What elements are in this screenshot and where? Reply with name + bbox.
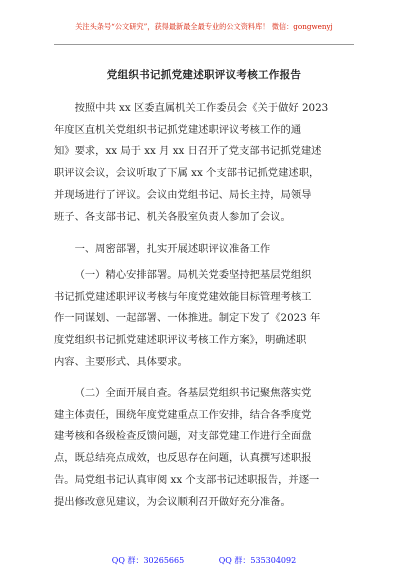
paragraph-deployment — [54, 265, 354, 374]
header-banner — [0, 22, 408, 32]
text-line: 告。局党组书记认真审阅 xx 个支部书记述职报告，并逐一 — [54, 473, 320, 486]
paragraph-self-inspection — [54, 383, 354, 513]
text-line: 知》要求，xx 局于 xx 月 xx 日召开了党支部书记抓党建述 — [54, 145, 322, 158]
text-line: 内容、主要形式、具体要求。 — [54, 355, 188, 368]
text-line: 作一同谋划、一起部署、一体推进。制定下发了《2023 年 — [54, 312, 321, 325]
text-line: 职评议会议，会议听取了下属 xx 个支部书记抓党建述职， — [54, 167, 320, 180]
text-line: 并现场进行了评议。会议由党组书记、局长主持，局领导 — [54, 188, 312, 201]
section-heading-1 — [54, 239, 354, 261]
text-line: 建考核和各级检查反馈问题，对支部党建工作进行全面盘 — [54, 430, 312, 443]
footer-qq-group-1: QQ 群：30265665 — [111, 556, 185, 565]
text-line: 年度区直机关党组织书记抓党建述职评议考核工作的通 — [54, 123, 302, 136]
text-line: 班子、各支部书记、机关各股室负责人参加了会议。 — [54, 210, 291, 223]
paragraph-intro — [54, 98, 354, 228]
header-divider — [54, 44, 354, 45]
footer-qq-group-2: QQ 群：535304092 — [218, 556, 297, 565]
text-line: 按照中共 xx 区委直属机关工作委员会《关于做好 2023 — [74, 102, 329, 114]
footer-contact — [0, 555, 408, 567]
text-line: （二）全面开展自查。各基层党组织书记聚焦落实党 — [74, 387, 312, 399]
text-line: （一）精心安排部署。局机关党委坚持把基层党组织 — [74, 269, 312, 281]
document-title: 党组织书记抓党建述职评议考核工作报告 — [106, 69, 302, 81]
text-line: 提出修改意见建议，为会议顺利召开做好充分准备。 — [54, 495, 291, 508]
header-banner-text: 关注头条号“公文研究”，获得最新最全最专业的公文资料库！ 微信：gongwenyj — [75, 22, 333, 31]
text-line: 建主体责任，围绕年度党建重点工作安排，结合各季度党 — [54, 408, 312, 421]
text-line: 书记抓党建述职评议考核与年度党建效能目标管理考核工 — [54, 290, 312, 303]
text-line: 一、周密部署，扎实开展述职评议准备工作 — [74, 243, 271, 255]
text-line: 点，既总结亮点成效，也反思存在问题，认真撰写述职报 — [54, 452, 312, 465]
text-line: 度党组织书记抓党建述职评议考核工作方案》，明确述职 — [54, 334, 307, 347]
